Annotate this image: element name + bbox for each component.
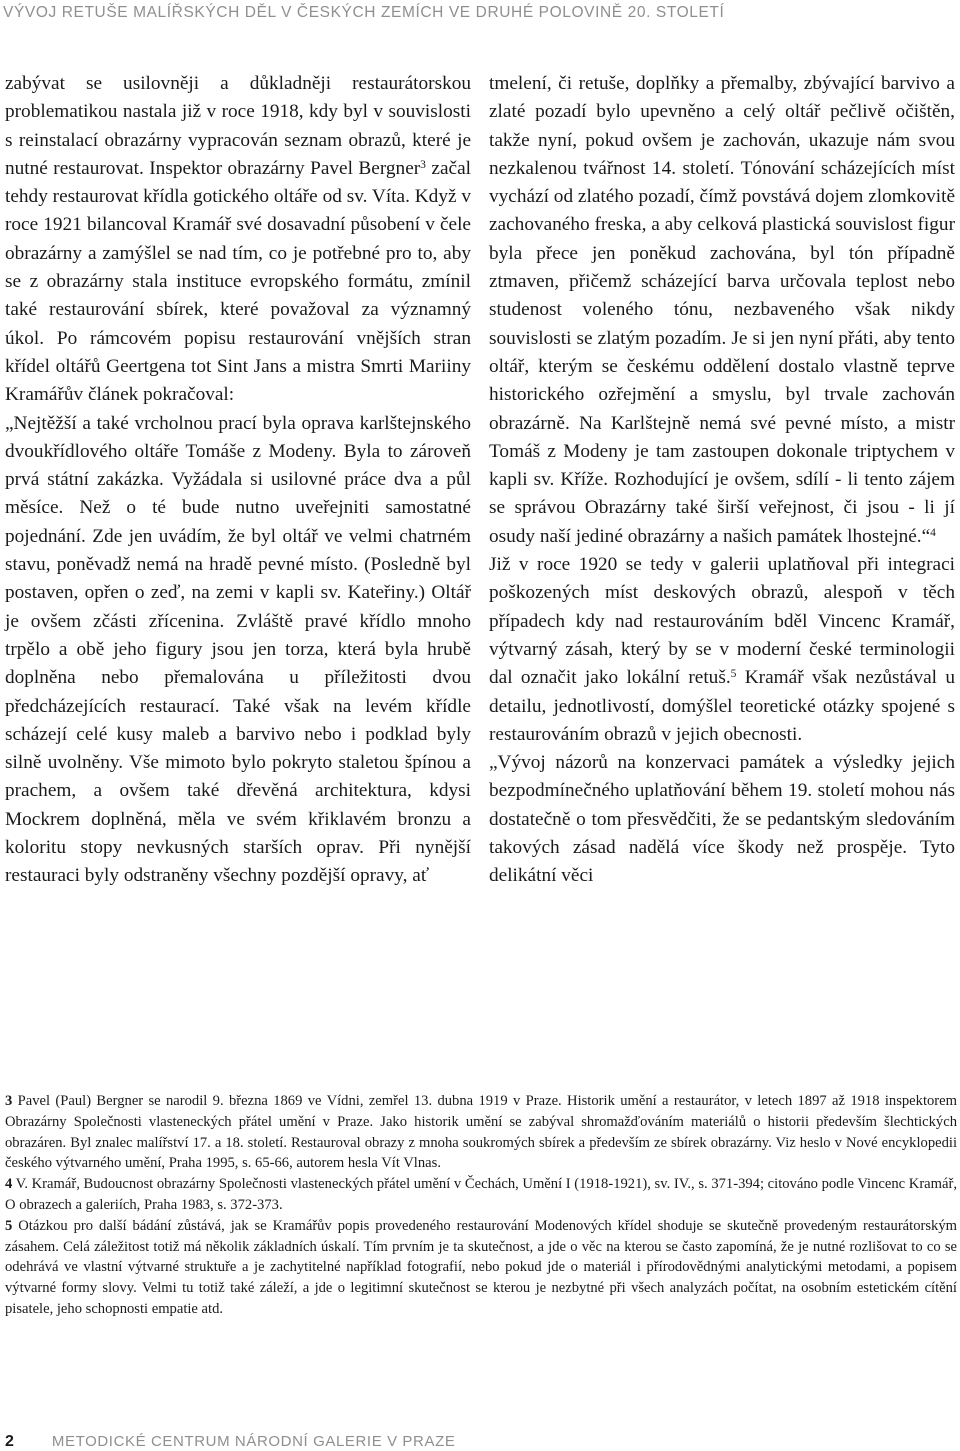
paragraph-text: Kramář však nezůstával u detailu, jednotlivostí, domýšlel teoretické otázky spojené s restaurováním obrazů v jejich obecnosti. [489,667,955,745]
right-text-column [489,70,955,891]
footnote-number: 3 [5,1093,13,1109]
footnote-reference[interactable]: 5 [730,668,737,681]
paragraph-text: tmelení, či retuše, doplňky a přemalby, zbývající barvivo a zlaté pozadí bylo upevněno a celý oltář pečlivě očištěn, takže nyní, pokud ovšem je zachován, ukazuje nám svou nezkalenou tvářnost 14. století. Tónování scházejících míst vychází od zlatého pozadí, čímž povstává dojem zlomkovitě zachovaného freska, a aby celková plastická souvislost figur byla přece jen poněkud zachována, byl tón případně ztmaven, přičemž scházející barva určovala teplost nebo studenost voleného tónu, nezbaveného však nikdy souvislosti se zlatým pozadím. Je si jen nyní přáti, aby tento oltář, kterým se českému oddělení dostalo vlastně teprve historického ozřejmění a smyslu, byl trvale zachován obrazárně. Na Karlštejně nemá své pevné místo, a mistr Tomáš z Modeny je tam zastoupen dokonale triptychem v kapli sv. Kříže. Rozhodující je ovšem, sdílí - li tento zájem se správou Obrazárny také širší veřejnost, či jsou - li jí osudy naší jediné obrazárny a našich památek lhostejné.“ [489,73,955,547]
quotation-paragraph: „Nejtěžší a také vrcholnou prací byla oprava karlštejnského dvoukřídlového oltáře Tomáše z Modeny. Byla to zároveň prvá státní zakázka. Vyžádala si usilovné práce dva a půl měsíce. Než o té bude nutno uveřejniti samostatné pojednání. Zde jen uvádím, že byl oltář ve velmi chatrném stavu, poněvadž nemá na hradě pevné místo. (Posledně byl postaven, opřen o zeď, na zemi v kapli sv. Kateřiny.) Oltář je ovšem zčásti zřícenina. Zvláště pravé křídlo mnoho trpělo a obě jeho figury jsou jen torza, která byla hrubě doplněna nebo přemalována u příležitosti dvou předcházejících restaurací. Také však na levém křídle scházejí celé kusy maleb a barvivo nebo i podklad byly silně uvolněny. Vše mimoto bylo pokryto staletou špínou a prachem, a ovšem také dřevěná architektura, kdysi Mockrem doplněná, měla ve svém křiklavém bronzu a koloritu stopy nevkusných starších oprav. Při nynější restauraci byly odstraněny všechny pozdější opravy, ať [5,412,471,887]
page-footer [5,1433,945,1451]
footnote-reference[interactable]: 3 [420,158,426,171]
footnote-reference[interactable]: 4 [930,526,936,539]
paragraph [489,551,955,749]
paragraph-text: zabývat se usilovněji a důkladněji restaurátorskou problematikou nastala již v roce 1918, kdy byl v souvislosti s reinstalací obrazárny vypracován seznam obrazů, které je nutné restaurovat. Inspektor obrazárny Pavel Bergner [5,73,471,179]
footnote-text: V. Kramář, Budoucnost obrazárny Společnosti vlasteneckých přátel umění v Čechách, Umění I (1918-1921), sv. IV., s. 371-394; citováno podle Vincenc Kramář, O obrazech a galeriích, Praha 1983, s. 372-373. [5,1176,957,1213]
paragraph [5,70,471,410]
footnote-5 [5,1216,957,1320]
paragraph-text: začal tehdy restaurovat křídla gotického oltáře od sv. Víta. Když v roce 1921 bilancoval Kramář své dosavadní působení v čele obrazárny a zamýšlel se nad tím, co je potřebné pro to, aby se z obrazárny stala instituce evropského formátu, zmínil také restaurování sbírek, které považoval za významný úkol. Po rámcovém popisu restaurování vnějších stran křídel oltářů Geertgena tot Sint Jans a mistra Smrti Mariiny Kramářův článek pokračoval: [5,157,471,406]
footnotes-section [5,1091,957,1320]
footnote-number: 5 [5,1217,13,1234]
page-number: 2 [5,1433,14,1450]
quotation-paragraph: „Vývoj názorů na konzervaci památek a výsledky jejich bezpodmínečného uplatňování během 19. století mohou nás dostatečně o tom přesvědčiti, že se pedantským sledováním takových zásad nadělá více škody než prospěje. Tyto delikátní věci [489,752,955,887]
running-header: VÝVOJ RETUŠE MALÍŘSKÝCH DĚL V ČESKÝCH ZEMÍCH VE DRUHÉ POLOVINĚ 20. STOLETÍ [3,4,725,21]
footnote-4 [5,1174,957,1216]
publisher-name: METODICKÉ CENTRUM NÁRODNÍ GALERIE V PRAZE [51,1433,456,1450]
footnote-number: 4 [5,1176,13,1193]
paragraph-text: Již v roce 1920 se tedy v galerii uplatňoval při integraci poškozených míst deskových obrazů, alespoň v těch případech kdy nad restaurováním bděl Vincenc Kramář, výtvarný zásah, který by se v moderní české terminologii dal označit jako lokální retuš. [489,554,955,689]
footnote-text: Otázkou pro další bádání zůstává, jak se Kramářův popis provedeného restaurování Modenových křídel shoduje se skutečně provedeným restaurátorským zásahem. Celá záležitost totiž má několik základních úskalí. Tím prvním je ta skutečnost, a jde o věc na kterou se často zapomíná, že je nutné rozlišovat to co se odehrává ve vlastní výtvarné struktuře a je zachytitelné například fotografií, nebo pokud jde o materiál i přírodovědnými analytickými metodami, a popisem výtvarné formy slovy. Velmi tu totiž také záleží, a jde o legitimní skutečnost se kterou je nezbytné při všech analyzách počítat, na osobním estetickém cítění pisatele, jeho schopnosti empatie atd. [5,1217,957,1317]
footnote-3 [5,1091,957,1174]
footnote-text: Pavel (Paul) Bergner se narodil 9. března 1869 ve Vídni, zemřel 13. dubna 1919 v Praze. Historik umění a restaurátor, v letech 1897 až 1918 inspektorem Obrazárny Společnosti vlasteneckých přátel umění v Praze. Jako historik umění se zabýval shromažďováním materiálů o historii především šlechtických obrazáren. Byl znalec malířství 17. a 18. století. Restauroval obrazy z mnoha soukromých sbírek a především ze sbírek obrazárny. Viz heslo v Nové encyklopedii českého výtvarného umění, Praha 1995, s. 65-66, autorem hesla Vít Vlnas. [5,1093,957,1172]
left-text-column [5,70,471,891]
quotation-paragraph [489,70,955,551]
